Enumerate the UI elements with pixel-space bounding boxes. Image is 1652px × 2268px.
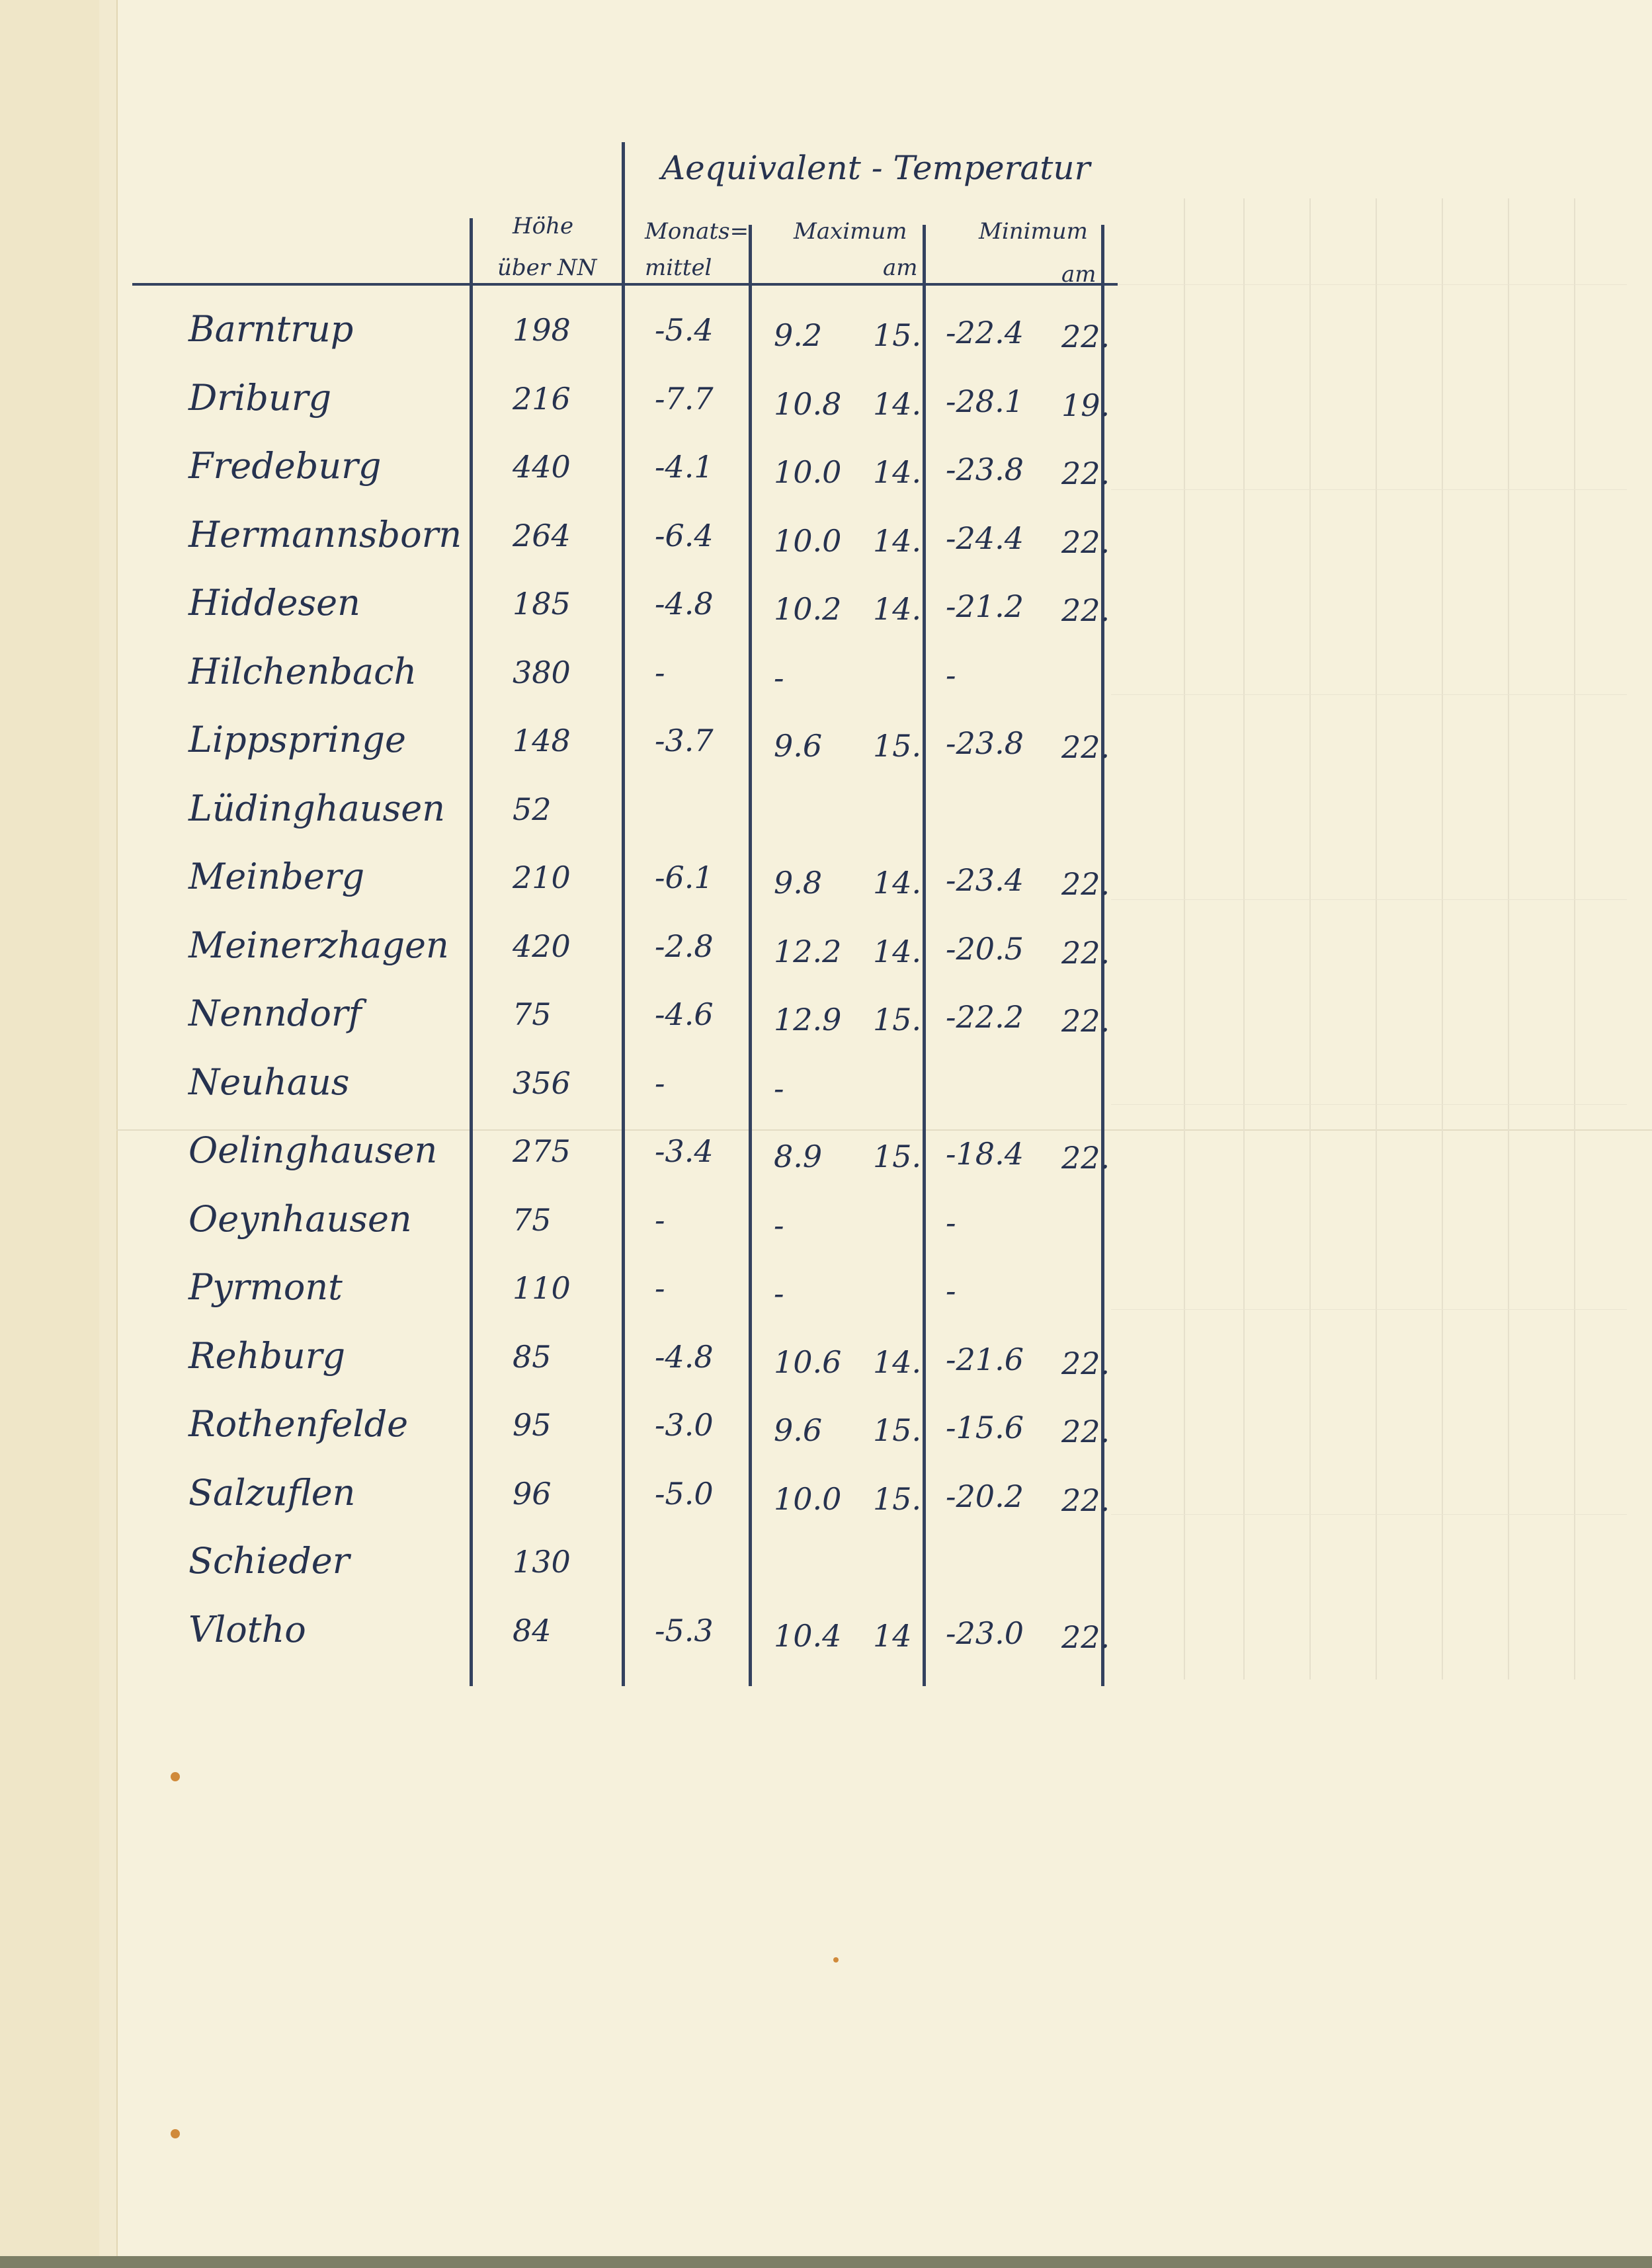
minimum-value: -23.4 xyxy=(946,862,1024,898)
station-name: Meinerzhagen xyxy=(188,924,449,966)
maximum-value: 12.2 xyxy=(774,934,842,969)
maximum-value: - xyxy=(774,660,784,696)
maximum-day: 14. xyxy=(873,386,922,422)
minimum-value: - xyxy=(946,1273,956,1309)
binding-edge xyxy=(0,0,101,2268)
station-height: 84 xyxy=(513,1613,552,1648)
station-name: Pyrmont xyxy=(188,1266,343,1308)
station-height: 110 xyxy=(513,1270,571,1306)
minimum-day: 22. xyxy=(1061,729,1110,765)
station-height: 216 xyxy=(513,381,571,417)
maximum-value: 10.8 xyxy=(774,386,842,422)
monthly-mean: -3.4 xyxy=(655,1133,714,1169)
maximum-day: 14. xyxy=(873,523,922,559)
station-height: 275 xyxy=(513,1133,571,1169)
minimum-day: 22. xyxy=(1061,524,1110,560)
minimum-value: -21.2 xyxy=(946,588,1024,624)
station-name: Lüdinghausen xyxy=(188,788,446,829)
maximum-day: 14. xyxy=(873,865,922,901)
desk-edge xyxy=(0,2256,1652,2268)
column-rule-height xyxy=(470,218,473,1686)
header-maximum: Maximum xyxy=(794,218,907,245)
monthly-mean: -7.7 xyxy=(655,381,714,417)
maximum-value: - xyxy=(774,1071,784,1106)
maximum-value: 9.6 xyxy=(774,1412,823,1448)
station-name: Driburg xyxy=(188,377,332,419)
minimum-value: -22.4 xyxy=(946,315,1024,350)
station-name: Rehburg xyxy=(188,1335,346,1377)
station-name: Schieder xyxy=(188,1540,350,1582)
maximum-day: 15. xyxy=(873,1481,922,1517)
minimum-value: -28.1 xyxy=(946,384,1024,419)
minimum-day: 22. xyxy=(1061,592,1110,628)
monthly-mean: -4.8 xyxy=(655,1339,714,1375)
minimum-day: 22. xyxy=(1061,1619,1110,1655)
maximum-value: 8.9 xyxy=(774,1139,823,1174)
monthly-mean: -2.8 xyxy=(655,928,714,964)
station-name: Rothenfelde xyxy=(188,1403,409,1445)
minimum-value: -23.8 xyxy=(946,452,1024,487)
station-name: Meinberg xyxy=(188,856,365,897)
minimum-value: -23.8 xyxy=(946,725,1024,761)
header-maximum-on: am xyxy=(883,255,918,281)
monthly-mean: -4.1 xyxy=(655,449,714,485)
minimum-value: -24.4 xyxy=(946,520,1024,556)
station-height: 75 xyxy=(513,1202,552,1238)
column-rule-mean xyxy=(622,142,625,1686)
station-name: Nenndorf xyxy=(188,992,362,1034)
station-height: 420 xyxy=(513,928,571,964)
minimum-day: 22. xyxy=(1061,1140,1110,1176)
station-height: 130 xyxy=(513,1544,571,1580)
minimum-day: 19. xyxy=(1061,387,1110,423)
station-name: Hermannsborn xyxy=(188,514,462,555)
maximum-value: 12.9 xyxy=(774,1002,842,1037)
column-rule-max-day xyxy=(923,225,926,1686)
minimum-day: 22. xyxy=(1061,1482,1110,1518)
maximum-value: 10.6 xyxy=(774,1344,842,1380)
table-title: Aequivalent - Temperatur xyxy=(661,149,1091,187)
station-name: Fredeburg xyxy=(188,445,382,487)
monthly-mean: -6.4 xyxy=(655,518,714,553)
station-height: 210 xyxy=(513,860,571,895)
station-height: 356 xyxy=(513,1065,571,1101)
station-height: 380 xyxy=(513,655,571,690)
minimum-day: 22. xyxy=(1061,456,1110,491)
header-height-2: über NN xyxy=(497,255,597,281)
maximum-day: 14. xyxy=(873,454,922,490)
monthly-mean: -4.6 xyxy=(655,996,714,1032)
monthly-mean: -5.4 xyxy=(655,312,714,348)
station-name: Oelinghausen xyxy=(188,1129,438,1171)
maximum-value: 9.8 xyxy=(774,865,823,901)
minimum-day: 22. xyxy=(1061,1414,1110,1449)
monthly-mean: -5.3 xyxy=(655,1613,714,1648)
monthly-mean: -5.0 xyxy=(655,1476,714,1512)
monthly-mean: -6.1 xyxy=(655,860,714,895)
monthly-mean: - xyxy=(655,1202,665,1238)
station-name: Oeynhausen xyxy=(188,1198,412,1240)
maximum-value: 10.2 xyxy=(774,591,842,627)
minimum-value: -20.2 xyxy=(946,1478,1024,1514)
station-name: Neuhaus xyxy=(188,1061,350,1103)
margin-mark xyxy=(833,1957,839,1963)
station-height: 185 xyxy=(513,586,571,622)
station-name: Barntrup xyxy=(188,308,354,350)
maximum-day: 14 xyxy=(873,1618,912,1654)
maximum-value: 10.0 xyxy=(774,454,842,490)
maximum-day: 15. xyxy=(873,1139,922,1174)
monthly-mean: -3.0 xyxy=(655,1407,714,1443)
maximum-value: - xyxy=(774,1207,784,1243)
minimum-value: -18.4 xyxy=(946,1136,1024,1172)
minimum-day: 22. xyxy=(1061,319,1110,354)
maximum-day: 14. xyxy=(873,1344,922,1380)
station-height: 198 xyxy=(513,312,571,348)
minimum-day: 22. xyxy=(1061,1346,1110,1381)
station-height: 96 xyxy=(513,1476,552,1512)
minimum-value: -15.6 xyxy=(946,1410,1024,1445)
maximum-value: 10.0 xyxy=(774,1481,842,1517)
station-name: Hiddesen xyxy=(188,582,360,624)
station-height: 52 xyxy=(513,791,552,827)
maximum-day: 15. xyxy=(873,317,922,353)
header-rule xyxy=(132,283,1118,286)
station-name: Lippspringe xyxy=(188,719,406,760)
maximum-day: 14. xyxy=(873,934,922,969)
monthly-mean: - xyxy=(655,1065,665,1101)
station-name: Salzuflen xyxy=(188,1472,356,1514)
maximum-day: 15. xyxy=(873,728,922,764)
minimum-value: - xyxy=(946,1205,956,1240)
minimum-value: -23.0 xyxy=(946,1615,1024,1651)
minimum-day: 22. xyxy=(1061,866,1110,902)
station-height: 264 xyxy=(513,518,571,553)
maximum-day: 14. xyxy=(873,591,922,627)
station-height: 95 xyxy=(513,1407,552,1443)
maximum-value: 10.4 xyxy=(774,1618,842,1654)
header-minimum-on: am xyxy=(1061,261,1096,288)
minimum-day: 22. xyxy=(1061,935,1110,971)
binding-edge-inner xyxy=(99,0,118,2268)
maximum-value: - xyxy=(774,1276,784,1311)
header-mean-1: Monats= xyxy=(645,218,749,245)
margin-mark xyxy=(171,1772,180,1781)
monthly-mean: -3.7 xyxy=(655,723,714,758)
station-height: 440 xyxy=(513,449,571,485)
margin-mark xyxy=(171,2129,180,2138)
station-height: 148 xyxy=(513,723,571,758)
minimum-value: -21.6 xyxy=(946,1342,1024,1377)
maximum-day: 15. xyxy=(873,1412,922,1448)
maximum-value: 9.6 xyxy=(774,728,823,764)
minimum-value: -20.5 xyxy=(946,931,1024,967)
maximum-value: 9.2 xyxy=(774,317,823,353)
monthly-mean: - xyxy=(655,655,665,690)
header-height-1: Höhe xyxy=(513,213,574,239)
maximum-value: 10.0 xyxy=(774,523,842,559)
minimum-value: -22.2 xyxy=(946,999,1024,1035)
station-name: Vlotho xyxy=(188,1609,306,1650)
minimum-value: - xyxy=(946,657,956,693)
column-rule-max xyxy=(749,225,752,1686)
maximum-day: 15. xyxy=(873,1002,922,1037)
station-name: Hilchenbach xyxy=(188,651,417,692)
station-height: 85 xyxy=(513,1339,552,1375)
monthly-mean: - xyxy=(655,1270,665,1306)
monthly-mean: -4.8 xyxy=(655,586,714,622)
minimum-day: 22. xyxy=(1061,1003,1110,1039)
header-minimum: Minimum xyxy=(979,218,1088,245)
header-mean-2: mittel xyxy=(645,255,712,281)
station-height: 75 xyxy=(513,996,552,1032)
